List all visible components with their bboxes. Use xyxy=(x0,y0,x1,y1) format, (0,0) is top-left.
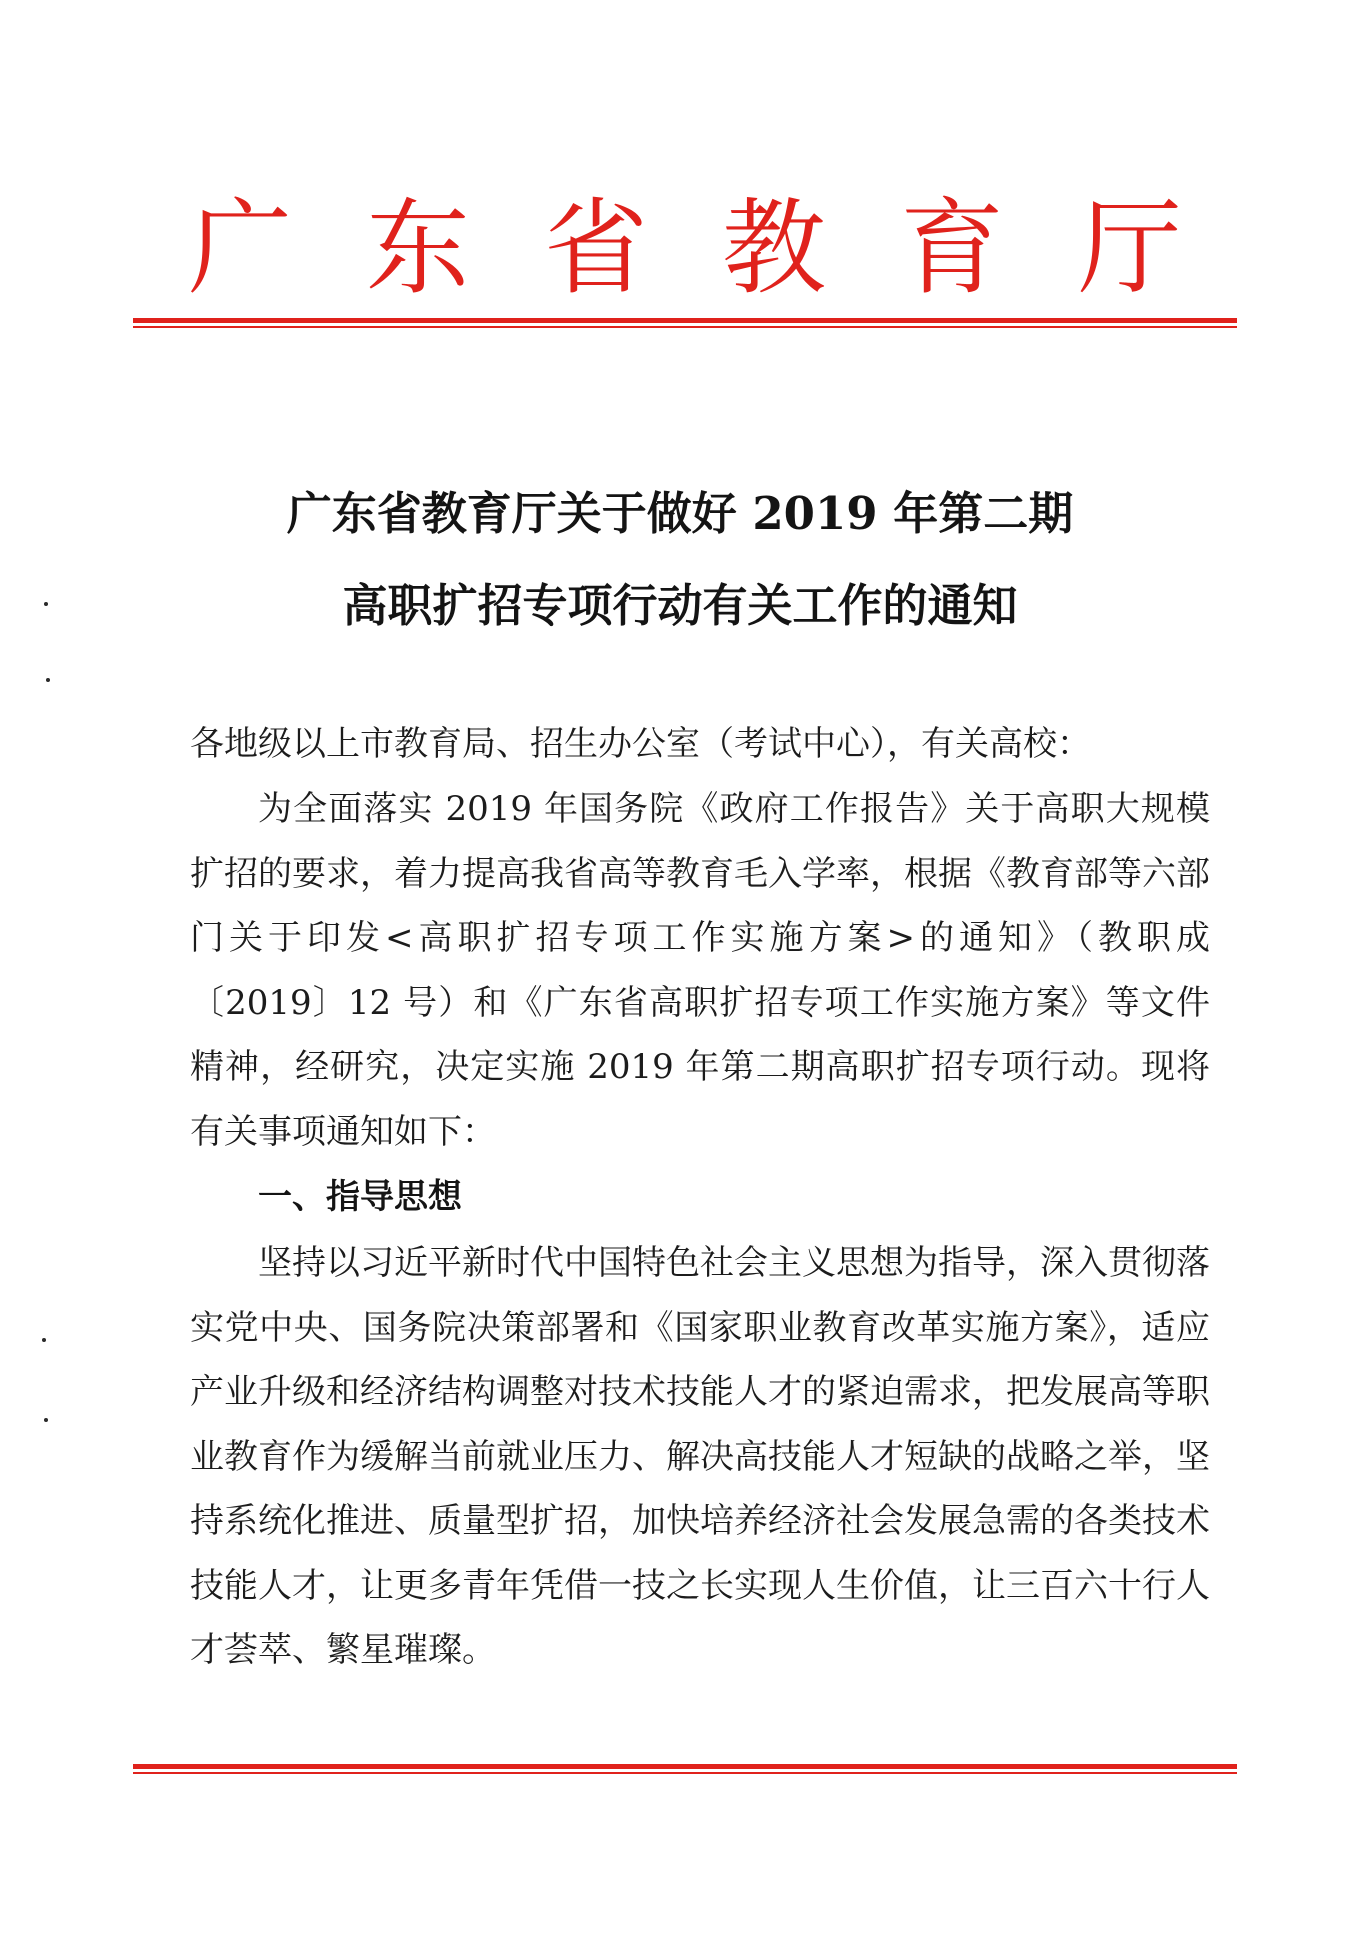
issuer-char: 教 xyxy=(721,187,826,309)
scan-speck xyxy=(44,1418,48,1422)
salutation: 各地级以上市教育局、招生办公室（考试中心），有关高校： xyxy=(190,724,1091,764)
issuer-char: 厅 xyxy=(1077,187,1182,309)
issuer-char: 东 xyxy=(365,187,470,309)
footer-red-divider xyxy=(133,1764,1237,1774)
header-red-divider xyxy=(133,318,1237,328)
scan-speck xyxy=(46,678,50,682)
document-title-line-1: 广东省教育厅关于做好 2019 年第二期 xyxy=(286,487,1074,540)
issuer-header xyxy=(180,188,1190,308)
issuer-char: 省 xyxy=(543,187,648,309)
section-paragraph: 坚持以习近平新时代中国特色社会主义思想为指导，深入贯彻落实党中央、国务院决策部署和《国家职业教育改革实施方案》，适应产业升级和经济结构调整对技术技能人才的紧迫需求，把发展高等职业教育作为缓解当前就业压力、解决高技能人才短缺的战略之举，坚持系统化推进、质量型扩招，加快培养经济社会发展急需的各类技术技能人才，让更多青年凭借一技之长实现人生价值，让三百六十行人才荟萃、繁星璀璨。 xyxy=(190,1243,1210,1670)
scan-speck xyxy=(44,602,48,606)
intro-paragraph: 为全面落实 2019 年国务院《政府工作报告》关于高职大规模扩招的要求，着力提高我省高等教育毛入学率，根据《教育部等六部门关于印发<高职扩招专项工作实施方案>的通知》（教职成〔2019〕12 号）和《广东省高职扩招专项工作实施方案》等文件精神，经研究，决定实施 2019 年第二期高职扩招专项行动。现将有关事项通知如下： xyxy=(190,789,1210,1152)
section-heading: 一、指导思想 xyxy=(258,1177,462,1217)
document-title-line-2: 高职扩招专项行动有关工作的通知 xyxy=(342,579,1018,632)
issuer-char: 广 xyxy=(187,187,292,309)
issuer-char: 育 xyxy=(899,187,1004,309)
scan-speck xyxy=(42,1338,46,1342)
